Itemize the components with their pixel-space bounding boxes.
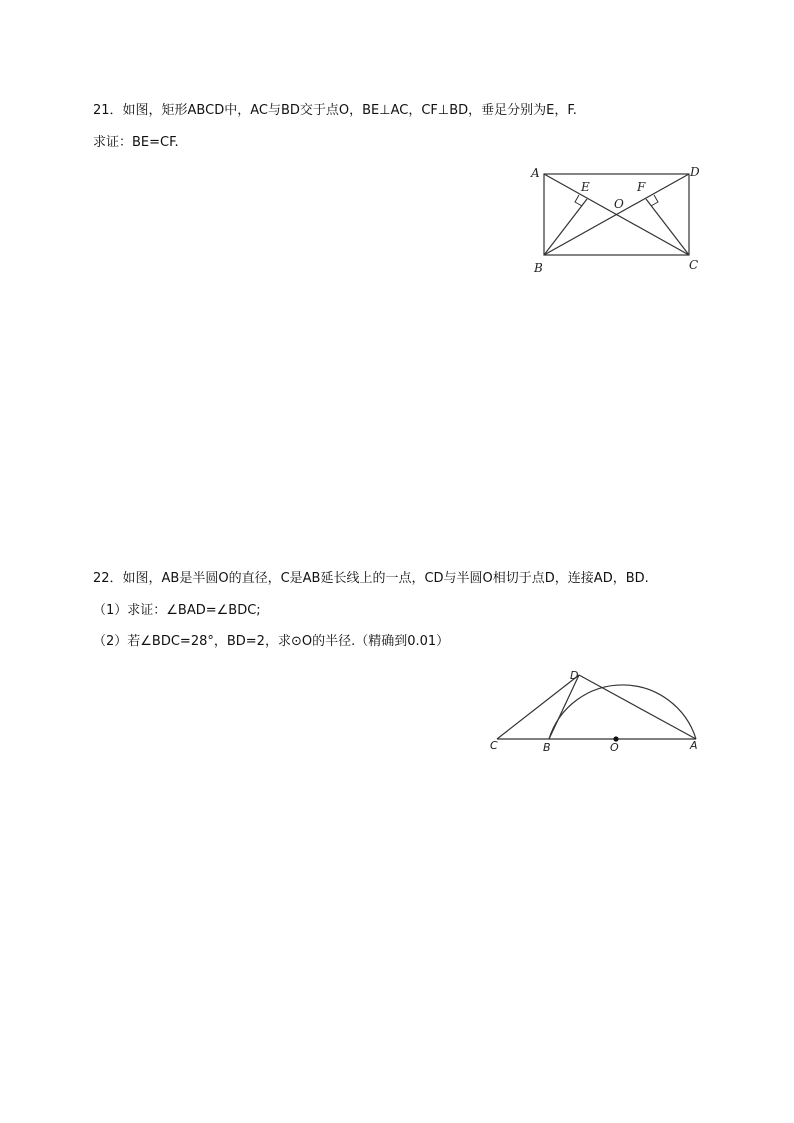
label-c: C [689, 258, 699, 272]
problem-21-statement: 21．如图，矩形ABCD中，AC与BD交于点O，BE⊥AC，CF⊥BD，垂足分别为E，F. [93, 103, 577, 118]
problem-21-prove: 求证：BE=CF. [93, 135, 179, 150]
label-f: F [637, 180, 646, 194]
problem-22-part-1: （1）求证：∠BAD=∠BDC; [93, 603, 261, 618]
chord-bd [549, 675, 579, 739]
label-a: A [690, 739, 698, 752]
right-angle-e [575, 195, 582, 206]
label-o: O [614, 197, 624, 211]
tangent-cd [497, 675, 579, 739]
label-c: C [490, 739, 498, 752]
semicircle-figure [485, 660, 710, 760]
label-b: B [534, 261, 543, 275]
problem-22-part-2: （2）若∠BDC=28°，BD=2，求⊙O的半径.（精确到0.01） [93, 634, 450, 649]
label-b: B [543, 741, 551, 754]
label-e: E [581, 180, 590, 194]
label-d: D [570, 669, 579, 682]
problem-22-statement: 22．如图，AB是半圆O的直径，C是AB延长线上的一点，CD与半圆O相切于点D，连接AD，BD. [93, 571, 649, 586]
label-a: A [531, 166, 540, 180]
right-angle-f [651, 195, 658, 206]
rectangle-figure [525, 162, 715, 277]
chord-ad [579, 675, 696, 739]
perpendicular-be [544, 199, 587, 255]
label-o: O [610, 741, 619, 754]
perpendicular-cf [646, 199, 689, 255]
label-d: D [690, 165, 700, 179]
